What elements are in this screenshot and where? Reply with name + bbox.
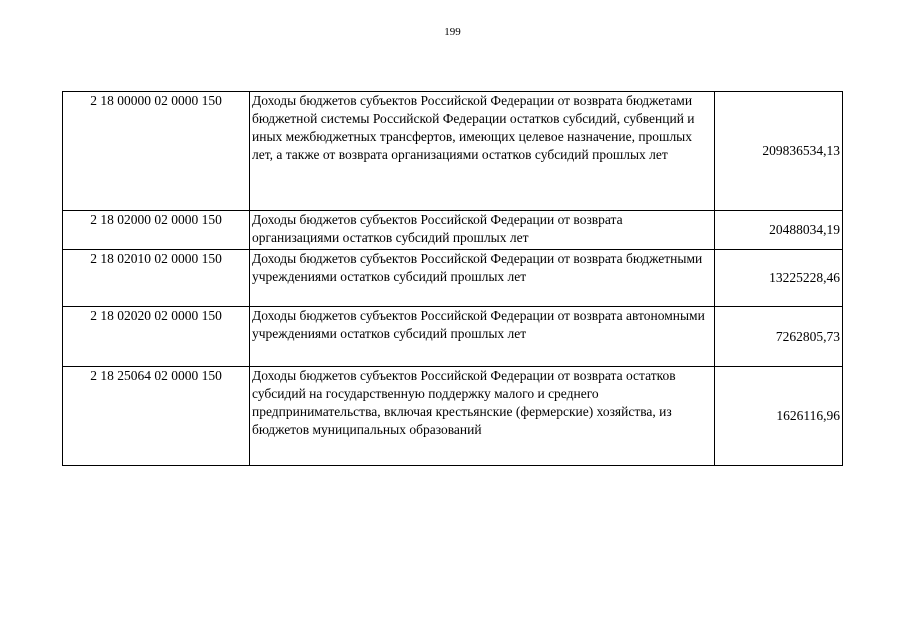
table-row: [63, 211, 843, 250]
revenue-table: [62, 91, 843, 466]
table-row: [63, 367, 843, 466]
budget-code-cell: 2 18 02000 02 0000 150: [63, 211, 250, 250]
amount-cell: 1626116,96: [715, 367, 843, 466]
amount-cell: 209836534,13: [715, 92, 843, 211]
amount-cell: 20488034,19: [715, 211, 843, 250]
description-cell: Доходы бюджетов субъектов Российской Федерации от возврата организациями остатков субсидий прошлых лет: [250, 211, 715, 250]
description-cell: Доходы бюджетов субъектов Российской Федерации от возврата остатков субсидий на государственную поддержку малого и среднего предпринимательства, включая крестьянские (фермерские) хозяйства, из бюджетов муниципальных образований: [250, 367, 715, 466]
description-cell: Доходы бюджетов субъектов Российской Федерации от возврата бюджетными учреждениями остатков субсидий прошлых лет: [250, 250, 715, 307]
table-row: [63, 250, 843, 307]
budget-code-cell: 2 18 25064 02 0000 150: [63, 367, 250, 466]
budget-code-cell: 2 18 02010 02 0000 150: [63, 250, 250, 307]
description-cell: Доходы бюджетов субъектов Российской Федерации от возврата автономными учреждениями остатков субсидий прошлых лет: [250, 307, 715, 367]
table-row: [63, 92, 843, 211]
budget-code-cell: 2 18 02020 02 0000 150: [63, 307, 250, 367]
table-row: [63, 307, 843, 367]
description-cell: Доходы бюджетов субъектов Российской Федерации от возврата бюджетами бюджетной системы Российской Федерации остатков субсидий, субвенций и иных межбюджетных трансфертов, имеющих целевое назначение, прошлых лет, а также от возврата организациями остатков субсидий прошлых лет: [250, 92, 715, 211]
amount-cell: 13225228,46: [715, 250, 843, 307]
page-number: 199: [444, 26, 461, 38]
amount-cell: 7262805,73: [715, 307, 843, 367]
budget-code-cell: 2 18 00000 02 0000 150: [63, 92, 250, 211]
